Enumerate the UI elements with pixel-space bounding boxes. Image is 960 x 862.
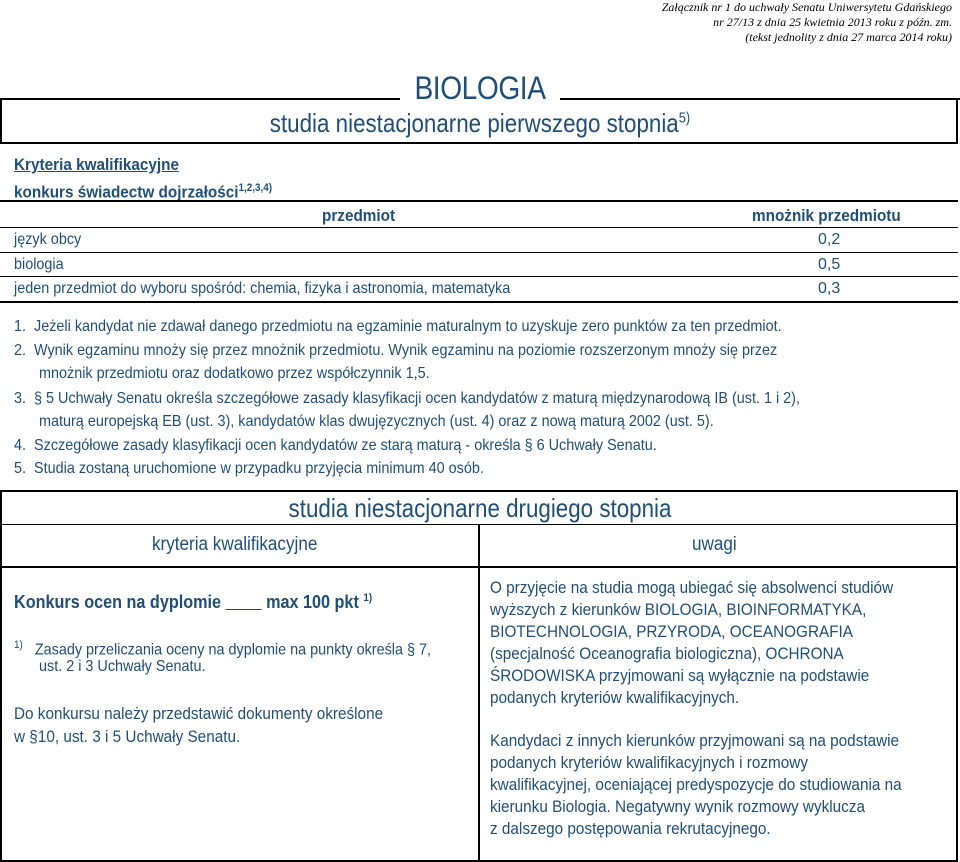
col-remarks: uwagi xyxy=(692,534,737,555)
col-criteria: kryteria kwalifikacyjne xyxy=(152,534,318,555)
remarks-paragraph-1 xyxy=(490,577,960,709)
note-text-continued: maturą europejską EB (ust. 3), kandydatów klas dwujęzycznych (ust. 4) oraz z nową maturą 2002 (ust. 5). xyxy=(39,413,714,430)
note-text-continued: mnożnik przedmiotu oraz dodatkowo przez współczynnik 1,5. xyxy=(39,365,430,382)
note-item xyxy=(14,435,657,457)
footnote-mark: 1) xyxy=(14,639,23,651)
table-row-subject: jeden przedmiot do wyboru spośród: chemia, fizyka i astronomia, matematyka xyxy=(14,280,511,297)
col-subject: przedmiot xyxy=(322,206,396,225)
contest-footnote: 1,2,3,4) xyxy=(238,182,273,194)
divider xyxy=(0,276,958,277)
note-number: 5. xyxy=(14,460,27,477)
subtitle-text: studia niestacjonarne pierwszego stopnia xyxy=(269,108,679,138)
remarks-line: Kandydaci z innych kierunków przyjmowani są na podstawie xyxy=(490,731,900,750)
divider xyxy=(560,98,960,100)
remarks-line: BIOTECHNOLOGIA, PRZYRODA, OCEANOGRAFIA xyxy=(490,622,854,641)
divider xyxy=(0,490,2,862)
table-row-multiplier: 0,3 xyxy=(818,280,841,297)
diploma-footnote-mark: 1) xyxy=(363,592,373,604)
remarks-line: (specjalność Oceanografia biologiczna), OCHRONA xyxy=(490,644,844,663)
diploma-contest-label: Konkurs ocen na dyplomie xyxy=(14,592,222,612)
header-line: Załącznik nr 1 do uchwały Senatu Uniwersytetu Gdańskiego xyxy=(661,0,952,14)
documents-note-continued: w §10, ust. 3 i 5 Uchwały Senatu. xyxy=(14,727,241,746)
table-row-multiplier: 0,5 xyxy=(818,256,841,273)
note-text: Studia zostaną uruchomione w przypadku przyjęcia minimum 40 osób. xyxy=(34,460,484,477)
table-row-subject: biologia xyxy=(14,256,64,273)
study-level-second: studia niestacjonarne drugiego stopnia xyxy=(288,493,672,523)
divider xyxy=(0,98,2,142)
contest-text: konkurs świadectw dojrzałości xyxy=(14,182,239,202)
footnote-continued: ust. 2 i 3 Uchwały Senatu. xyxy=(39,658,206,675)
documents-note: Do konkursu należy przedstawić dokumenty określone xyxy=(14,704,384,723)
note-number: 1. xyxy=(14,318,27,335)
divider xyxy=(0,490,958,492)
divider xyxy=(0,227,958,228)
note-number: 3. xyxy=(14,390,27,407)
remarks-line: wyższych z kierunków BIOLOGIA, BIOINFORMATYKA, xyxy=(490,600,867,619)
note-text: Szczegółowe zasady klasyfikacji ocen kandydatów ze starą maturą - określa § 6 Uchwały Senatu. xyxy=(34,437,657,454)
study-level-first xyxy=(67,108,893,139)
note-item xyxy=(14,458,484,480)
col-multiplier: mnożnik przedmiotu xyxy=(752,206,901,225)
remarks-line: podanych kryteriów kwalifikacyjnych i rozmowy xyxy=(490,753,809,772)
remarks-line: O przyjęcie na studia mogą ubiegać się absolwenci studiów xyxy=(490,578,894,597)
header-line: (tekst jednolity z dnia 27 marca 2014 roku) xyxy=(745,30,952,44)
note-text: Wynik egzaminu mnoży się przez mnożnik przedmiotu. Wynik egzaminu na poziomie rozszerzonym mnoży się przez xyxy=(34,342,778,359)
remarks-line: kierunku Biologia. Negatywny wynik rozmowy wyklucza xyxy=(490,797,866,816)
note-item xyxy=(14,316,782,338)
divider xyxy=(0,566,958,568)
table-row-multiplier: 0,2 xyxy=(818,231,841,248)
footnote-text: Zasady przeliczania oceny na dyplomie na punkty określa § 7, xyxy=(34,641,432,659)
divider xyxy=(0,301,958,303)
divider xyxy=(0,200,958,202)
diploma-contest xyxy=(14,587,372,613)
header-line: nr 27/13 z dnia 25 kwietnia 2013 roku z późn. zm. xyxy=(713,15,952,29)
divider xyxy=(0,142,958,144)
note-number: 4. xyxy=(14,437,27,454)
remarks-paragraph-2 xyxy=(490,730,960,840)
page-title: BIOLOGIA xyxy=(414,70,546,106)
note-text: § 5 Uchwały Senatu określa szczegółowe zasady klasyfikacji ocen kandydatów z maturą międzynarodową IB (ust. 1 i 2), xyxy=(34,390,800,407)
criteria-heading: Kryteria kwalifikacyjne xyxy=(14,155,179,174)
attachment-header xyxy=(392,0,952,45)
note-item xyxy=(14,388,800,410)
note-text: Jeżeli kandydat nie zdawał danego przedmiotu na egzaminie maturalnym to uzyskuje zero punktów za ten przedmiot. xyxy=(34,318,782,335)
note-number: 2. xyxy=(14,342,27,359)
column-divider xyxy=(478,524,480,862)
remarks-line: podanych kryteriów kwalifikacyjnych. xyxy=(490,688,740,707)
divider xyxy=(0,98,400,100)
note-item xyxy=(14,340,777,362)
divider xyxy=(956,98,958,142)
remarks-line: z dalszego postępowania rekrutacyjnego. xyxy=(490,819,771,838)
subtitle-footnote: 5) xyxy=(678,109,691,127)
diploma-contest-max: max 100 pkt xyxy=(266,592,359,612)
remarks-line: ŚRODOWISKA przyjmowani są wyłącznie na podstawie xyxy=(490,666,870,685)
remarks-line: kwalifikacyjnej, oceniającej predyspozycje do studiowania na xyxy=(490,775,902,794)
table-row-subject: język obcy xyxy=(14,231,82,248)
divider xyxy=(0,252,958,253)
